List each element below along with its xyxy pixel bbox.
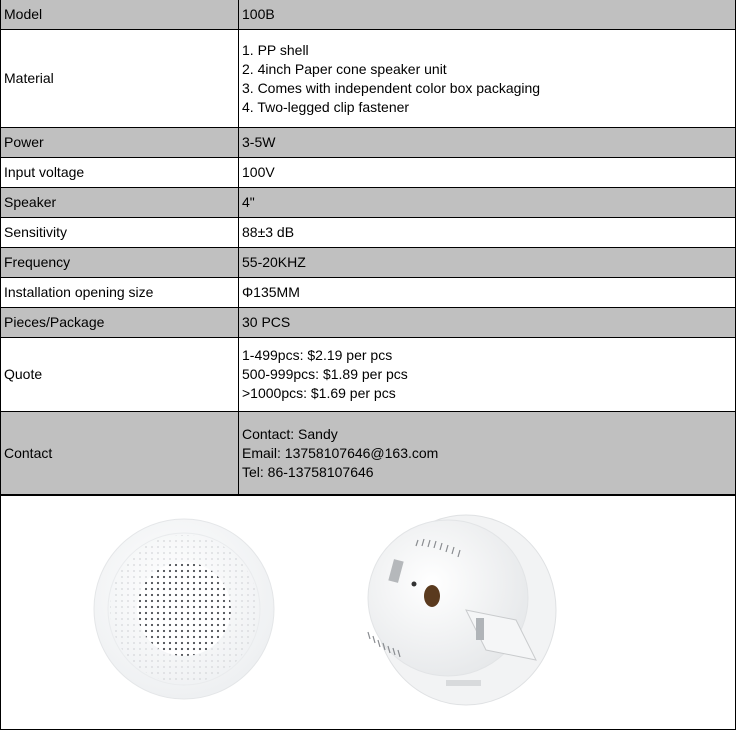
value-line: Contact: Sandy — [242, 425, 338, 442]
value-line: Tel: 86-13758107646 — [242, 463, 374, 480]
value-line: 3-5W — [242, 134, 276, 150]
row-value — [239, 188, 735, 217]
row-label: Power — [1, 128, 239, 157]
row-label: Installation opening size — [1, 278, 239, 307]
value-line: 55-20KHZ — [242, 254, 306, 270]
table-row-installation-opening — [1, 278, 735, 308]
row-value — [239, 128, 735, 157]
row-label: Material — [1, 30, 239, 127]
row-label: Speaker — [1, 188, 239, 217]
row-value — [239, 412, 735, 494]
table-row-speaker — [1, 188, 735, 218]
row-label: Contact — [1, 412, 239, 494]
row-label: Input voltage — [1, 158, 239, 187]
row-label: Sensitivity — [1, 218, 239, 247]
table-row-input-voltage — [1, 158, 735, 188]
table-row-quote — [1, 338, 735, 412]
row-label: Frequency — [1, 248, 239, 277]
value-line: Φ135MM — [242, 284, 300, 300]
table-row-sensitivity — [1, 218, 735, 248]
table-row-power — [1, 128, 735, 158]
product-images — [1, 496, 735, 729]
table-row-material — [1, 30, 735, 128]
value-line: 30 PCS — [242, 314, 291, 330]
value-line: 1. PP shell — [242, 41, 309, 58]
table-row-model — [1, 0, 735, 30]
row-value — [239, 218, 735, 247]
value-line: 100B — [242, 6, 275, 22]
table-row-contact — [1, 412, 735, 496]
value-line: 2. 4inch Paper cone speaker unit — [242, 60, 447, 77]
row-value — [239, 158, 735, 187]
value-line: 4. Two-legged clip fastener — [242, 98, 410, 115]
value-line: 500-999pcs: $1.89 per pcs — [242, 366, 408, 382]
row-value — [239, 248, 735, 277]
table-row-frequency — [1, 248, 735, 278]
row-value — [239, 278, 735, 307]
table-row-pieces-package — [1, 308, 735, 338]
value-line: Email: 13758107646@163.com — [242, 444, 439, 461]
row-value — [239, 30, 735, 127]
speaker-front-grille-image — [89, 514, 279, 704]
row-value — [239, 0, 735, 29]
value-line: >1000pcs: $1.69 per pcs — [242, 385, 396, 401]
row-label: Pieces/Package — [1, 308, 239, 337]
value-line: 88±3 dB — [242, 224, 295, 240]
speaker-back-view-image — [336, 510, 566, 710]
value-line: 100V — [242, 164, 275, 180]
value-line: 4" — [242, 194, 255, 210]
value-line: 3. Comes with independent color box packaging — [242, 79, 541, 96]
row-label: Quote — [1, 338, 239, 411]
value-line: 1-499pcs: $2.19 per pcs — [242, 347, 393, 363]
row-label: Model — [1, 0, 239, 29]
row-value — [239, 308, 735, 337]
row-value — [239, 338, 735, 411]
